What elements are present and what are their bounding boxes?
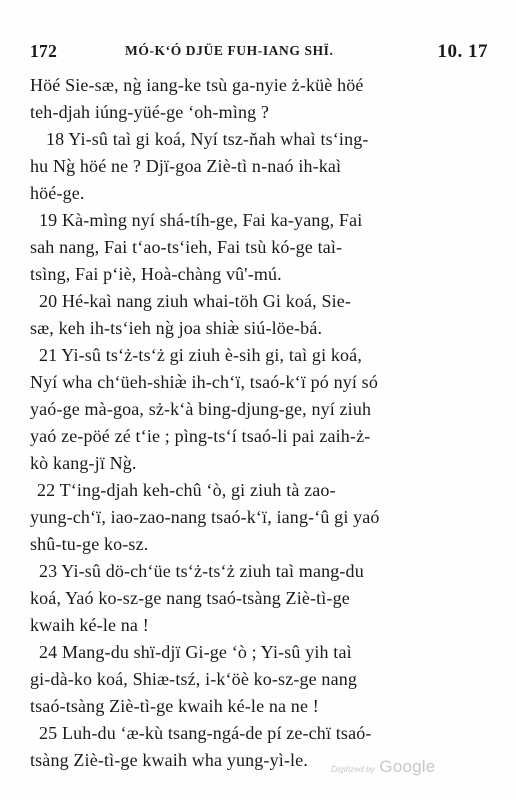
text-line: teh-djah iúng-yüé-ge ‘oh-mìng ? <box>30 102 270 122</box>
text-line: sæ, keh ih-ts‘ieh ng̀ joa shiæ̀ siú-löe-bá. <box>30 318 323 338</box>
page-header <box>30 41 488 65</box>
text-line: koá, Yaó ko-sz-ge nang tsaó-tsàng Ziè-tì-ge <box>30 588 350 608</box>
text-line: tsàng Ziè-tì-ge kwaih wha yung-yì-le. <box>30 750 308 770</box>
text-line: tsìng, Fai p‘iè, Hoà-chàng vû'-mú. <box>30 264 282 284</box>
text-line: yung-ch‘ï, iao-zao-nang tsaó-k‘ï, iang-‘û gi yaó <box>30 507 380 527</box>
text-line: 20 Hé-kaì nang ziuh whai-töh Gi koá, Sie- <box>39 291 352 311</box>
text-line: Nyí wha ch‘üeh-shiæ̀ ih-ch‘ï, tsaó-k‘ï pó nyí só <box>30 372 378 392</box>
digitization-watermark <box>331 757 435 777</box>
text-line: 25 Luh-du ‘æ-kù tsang-ngá-de pí ze-chï tsaó- <box>39 723 372 743</box>
text-line: yaó ze-pöé zé t‘ie ; pìng-ts‘í tsaó-li pai zaih-ż- <box>30 426 371 446</box>
text-line: yaó-ge mà-goa, sż-k‘à bing-djung-ge, nyí ziuh <box>30 399 372 419</box>
text-line: tsaó-tsàng Ziè-tì-ge kwaih ké-le na ne ! <box>30 696 319 716</box>
text-line: 19 Kà-mìng nyí shá-tíh-ge, Fai ka-yang, Fai <box>39 210 363 230</box>
text-line: Höé Sie-sæ, ng̀ iang-ke tsù ga-nyie ż-küè höé <box>30 75 364 95</box>
running-head: MÓ-K‘Ó DJÜE FUH-IANG SHÏ. <box>125 43 334 58</box>
text-line: 22 T‘ing-djah keh-chû ‘ò, gi ziuh tà zao- <box>37 480 336 500</box>
text-line: sah nang, Fai t‘ao-ts‘ieh, Fai tsù kó-ge taì- <box>30 237 343 257</box>
text-line: 23 Yi-sû dö-ch‘üe ts‘ż-ts‘ż ziuh taì mang-du <box>39 561 364 581</box>
chapter-verse-reference: 10. 17 <box>437 41 488 62</box>
text-line: kwaih ké-le na ! <box>30 615 149 635</box>
text-line: höé-ge. <box>30 183 85 203</box>
text-line: kò kang-jï Ng̀. <box>30 453 137 473</box>
page-number: 172 <box>30 41 58 61</box>
text-line: hu Ng̀ höé ne ? Djï-goa Ziè-tì n-naó ih-kaì <box>30 156 342 176</box>
google-logo: Google <box>379 757 436 776</box>
text-line: 21 Yi-sû ts‘ż-ts‘ż gi ziuh è-sih gi, taì gi koá, <box>39 345 362 365</box>
text-line: shû-tu-ge ko-sz. <box>30 534 149 554</box>
digitized-by-label: Digitized by <box>331 764 375 774</box>
text-line: gi-dà-ko koá, Shiæ-tsź, i-k‘öè ko-sz-ge nang <box>30 669 358 689</box>
text-line: 24 Mang-du shï-djï Gi-ge ‘ò ; Yi-sû yih taì <box>39 642 352 662</box>
text-line: 18 Yi-sû taì gi koá, Nyí tsz-ňah whaì ts‘ing- <box>46 129 369 149</box>
